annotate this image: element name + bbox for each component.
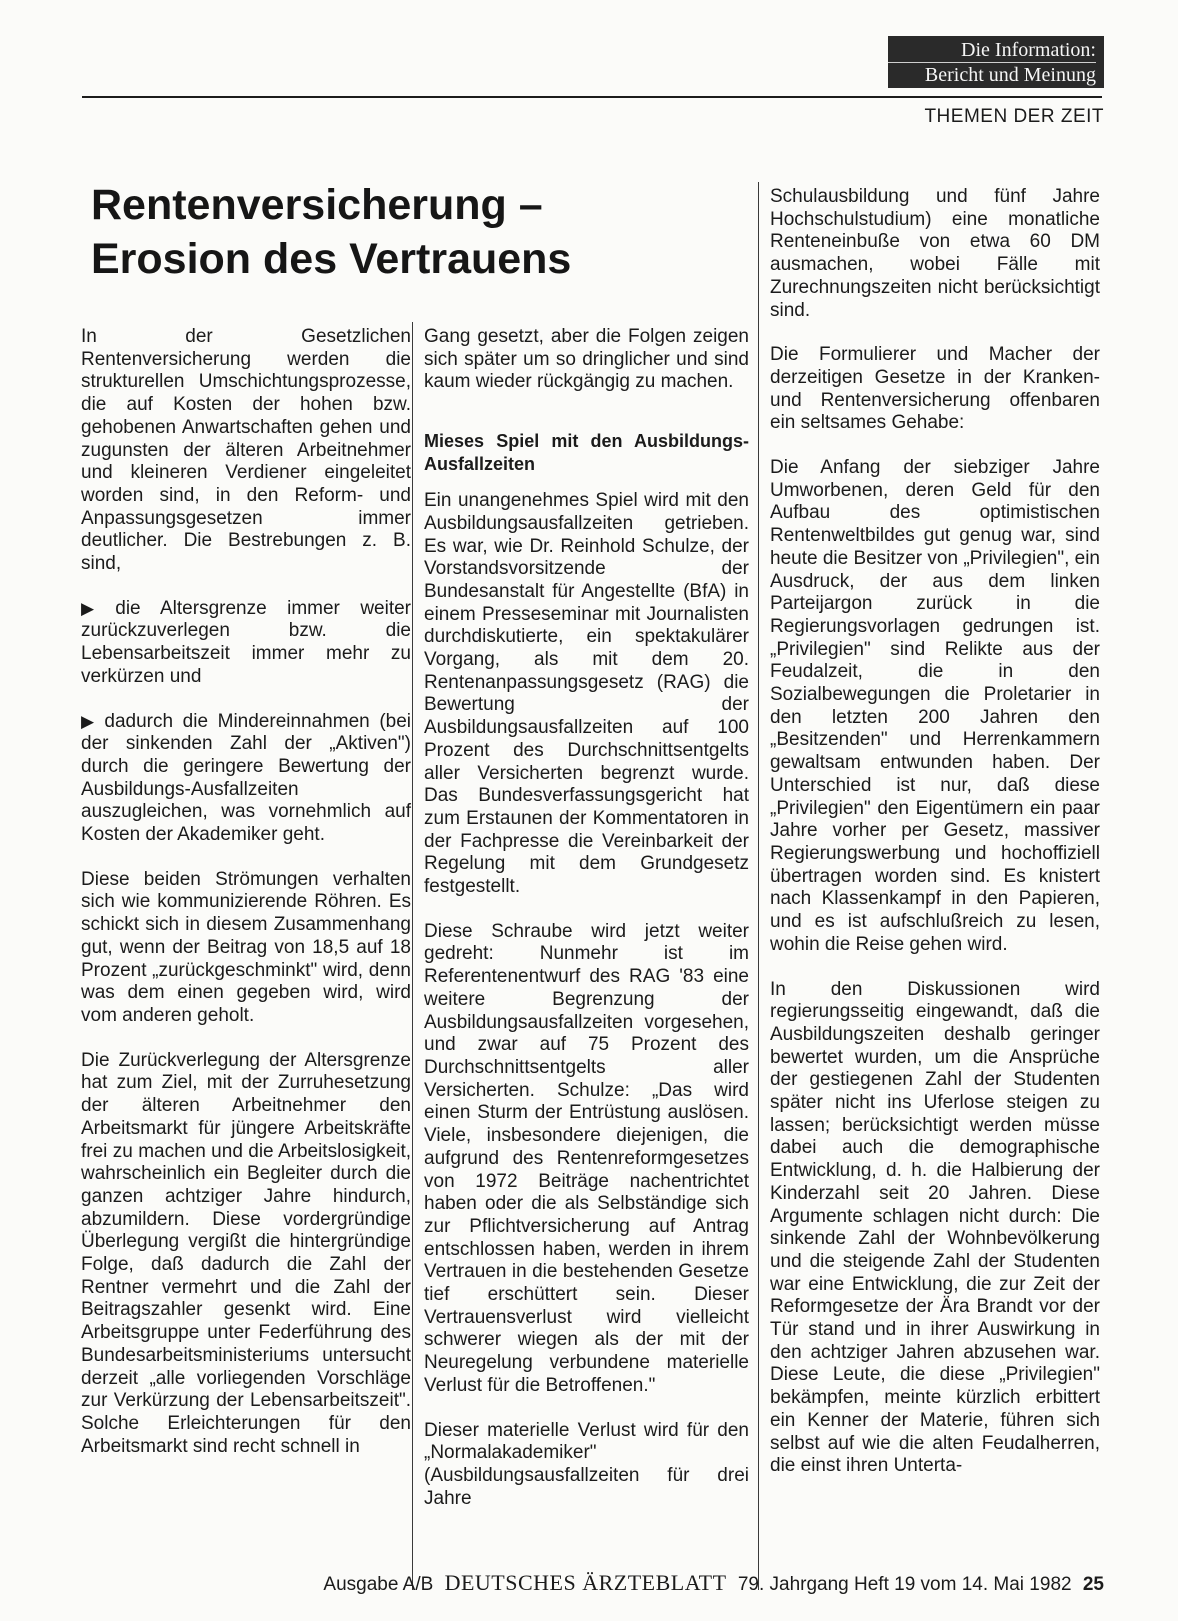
page-footer <box>0 1570 1104 1596</box>
header-rule <box>82 96 1102 98</box>
paragraph: In der Gesetzlichen Rentenversicherung werden die strukturellen Umschichtungsprozesse, die auf Kosten der hohen bzw. gehobenen Anwartschaften gehen und zugunsten der älteren Arbeitnehmer und kleineren Verdiener eingeleitet worden sind, in den Reform- und Anpassungsgesetzen immer deutlicher. Die Bestrebungen z. B. sind, <box>81 326 411 575</box>
badge-line2: Bericht und Meinung <box>888 62 1096 86</box>
column-divider <box>412 322 413 1590</box>
bullet-item <box>81 711 411 847</box>
paragraph: In den Diskussionen wird regierungsseitig eingewandt, daß die Ausbildungszeiten deshalb geringer bewertet wurden, um die Ansprüche der gestiegenen Zahl der Studenten später nicht ins Uferlose steigen zu lassen; berücksichtigt werden müsse dabei auch die demographische Entwicklung, d. h. die Halbierung der Kinderzahl seit 20 Jahren. Diese Argumente schlagen nicht durch: Die sinkende Zahl der Wohnbevölkerung und die steigende Zahl der Studenten war eine Entwicklung, die zur Zeit der Reformgesetze der Ära Brandt vor der Tür stand und in ihrer Auswirkung in den achtziger Jahren abzusehen war. Diese Leute, die diese „Privilegien" bekämpfen, meinte kürzlich erbittert ein Kenner der Materie, führen sich selbst auf wie die alten Feudalherren, die einst ihren Unterta- <box>770 978 1100 1477</box>
title-line2: Erosion des Vertrauens <box>91 235 572 283</box>
paragraph: Dieser materielle Verlust wird für den „Normalakademiker" (Ausbildungsausfallzeiten für drei Jahre <box>424 1419 749 1509</box>
section-label: THEMEN DER ZEIT <box>924 106 1104 127</box>
paragraph: Schulausbildung und fünf Jahre Hochschulstudium) eine monatliche Renteneinbuße von etwa 60 DM ausmachen, wobei Fälle mit Zurechnungszeiten nicht berücksichtigt sind. <box>770 186 1100 321</box>
paragraph: Die Formulierer und Macher der derzeitigen Gesetze in der Kranken- und Rentenversicherung offenbaren ein seltsames Gehabe: <box>770 344 1100 434</box>
column-2 <box>424 326 749 1532</box>
badge-line1: Die Information: <box>961 39 1096 61</box>
triangle-bullet-icon: ▶ <box>81 711 99 731</box>
column-3 <box>770 186 1100 1500</box>
magazine-name: DEUTSCHES ÄRZTEBLATT <box>444 1570 727 1595</box>
paragraph: Die Zurückverlegung der Altersgrenze hat zum Ziel, mit der Zurruhesetzung der älteren Arbeitnehmer den Arbeitsmarkt für jüngere Arbeitskräfte frei zu machen und die Arbeitslosigkeit, wahrscheinlich ein Begleiter durch die ganzen achtziger Jahre hindurch, abzumildern. Diese vordergründige Überlegung vergißt die hintergründige Folge, daß dadurch die Zahl der Rentner vermehrt und die Zahl der Beitragszahler gesenkt wird. Eine Arbeitsgruppe unter Federführung des Bundesarbeitsministeriums untersucht derzeit „alle vorliegenden Vorschläge zur Verkürzung der Lebensarbeitszeit". Solche Erleichterungen für den Arbeitsmarkt sind recht schnell in <box>81 1049 411 1457</box>
triangle-bullet-icon: ▶ <box>81 598 110 618</box>
edition-label: Ausgabe A/B <box>323 1574 434 1595</box>
bullet-text: dadurch die Mindereinnahmen (bei der sinkenden Zahl der „Aktiven") durch die geringere Bewertung der Ausbildungs-Ausfallzeiten auszugleichen, was vornehmlich auf Kosten der Akademiker geht. <box>81 710 411 846</box>
paragraph: Diese Schraube wird jetzt weiter gedreht: Nunmehr ist im Referentenentwurf des RAG '83 eine weitere Begrenzung der Ausbildungsausfallzeiten vorgesehen, und zwar auf 75 Prozent des Durchschnittsentgelts aller Versicherten. Schulze: „Das wird einen Sturm der Entrüstung auslösen. Viele, insbesondere diejenigen, die aufgrund des Rentenreformgesetzes von 1972 Beiträge nachentrichtet haben oder die als Selbständige sich zur Pflichtversicherung auf Antrag entschlossen haben, werden in ihrem Vertrauen in die bestehenden Gesetze tief erschüttert sein. Dieser Vertrauensverlust wird vielleicht schwerer wiegen als der mit der Neuregelung verbundene materielle Verlust für die Betroffenen." <box>424 920 749 1396</box>
bullet-item <box>81 598 411 689</box>
paragraph: Die Anfang der siebziger Jahre Umworbenen, deren Geld für den Aufbau des optimistischen Rentenweltbildes gut genug war, sind heute die Besitzer von „Privilegien", ein Ausdruck, der aus dem linken Parteijargon zurück in die Regierungsvorlagen gedrungen ist. „Privilegien" sind Relikte aus der Feudalzeit, die in den Sozialbewegungen die Proletarier in den letzten 200 Jahren den „Besitzenden" und Herrenkammern gewaltsam entwunden haben. Der Unterschied ist nur, daß diese „Privilegien" den Eigentümern ein paar Jahre vorher per Gesetz, massiver Regierungswerbung und hochoffiziell übertragen worden sind. Es knistert nach Klassenkampf in den Papieren, und es ist aufschlußreich zu lesen, wohin die Reise gehen wird. <box>770 457 1100 955</box>
article-title <box>91 178 591 286</box>
paragraph: Diese beiden Strömungen verhalten sich wie kommunizierende Röhren. Es schickt sich in diesem Zusammenhang gut, wenn der Beitrag von 18,5 auf 18 Prozent „zurückgeschminkt" wird, denn was dem einen gegeben wird, wird vom anderen geholt. <box>81 868 411 1026</box>
subheading: Mieses Spiel mit den Ausbildungs-Ausfallzeiten <box>424 431 749 475</box>
issue-info: 79. Jahrgang Heft 19 vom 14. Mai 1982 <box>737 1574 1072 1595</box>
column-divider <box>758 182 759 1590</box>
page-number: 25 <box>1082 1574 1104 1595</box>
paragraph: Ein unangenehmes Spiel wird mit den Ausbildungsausfallzeiten getrieben. Es war, wie Dr. Reinhold Schulze, der Vorstandsvorsitzende der Bundesanstalt für Angestellte (BfA) in einem Presseseminar mit Journalisten durchdiskutierte, ein spektakulärer Vorgang, als mit dem 20. Rentenanpassungsgesetz (RAG) die Bewertung der Ausbildungsausfallzeiten auf 100 Prozent des Durchschnittsentgelts aller Versicherten begrenzt wurde. Das Bundesverfassungsgericht hat zum Erstaunen der Kommentatoren in der Fachpresse die Vereinbarkeit der Regelung mit dem Grundgesetz festgestellt. <box>424 490 749 898</box>
bullet-text: die Altersgrenze immer weiter zurückzuverlegen bzw. die Lebensarbeitszeit immer mehr zu verkürzen und <box>81 597 411 687</box>
column-1 <box>81 326 411 1480</box>
paragraph: Gang gesetzt, aber die Folgen zeigen sich später um so dringlicher und sind kaum wieder rückgängig zu machen. <box>424 326 749 393</box>
section-badge <box>888 36 1104 88</box>
title-line1: Rentenversicherung – <box>91 181 543 229</box>
